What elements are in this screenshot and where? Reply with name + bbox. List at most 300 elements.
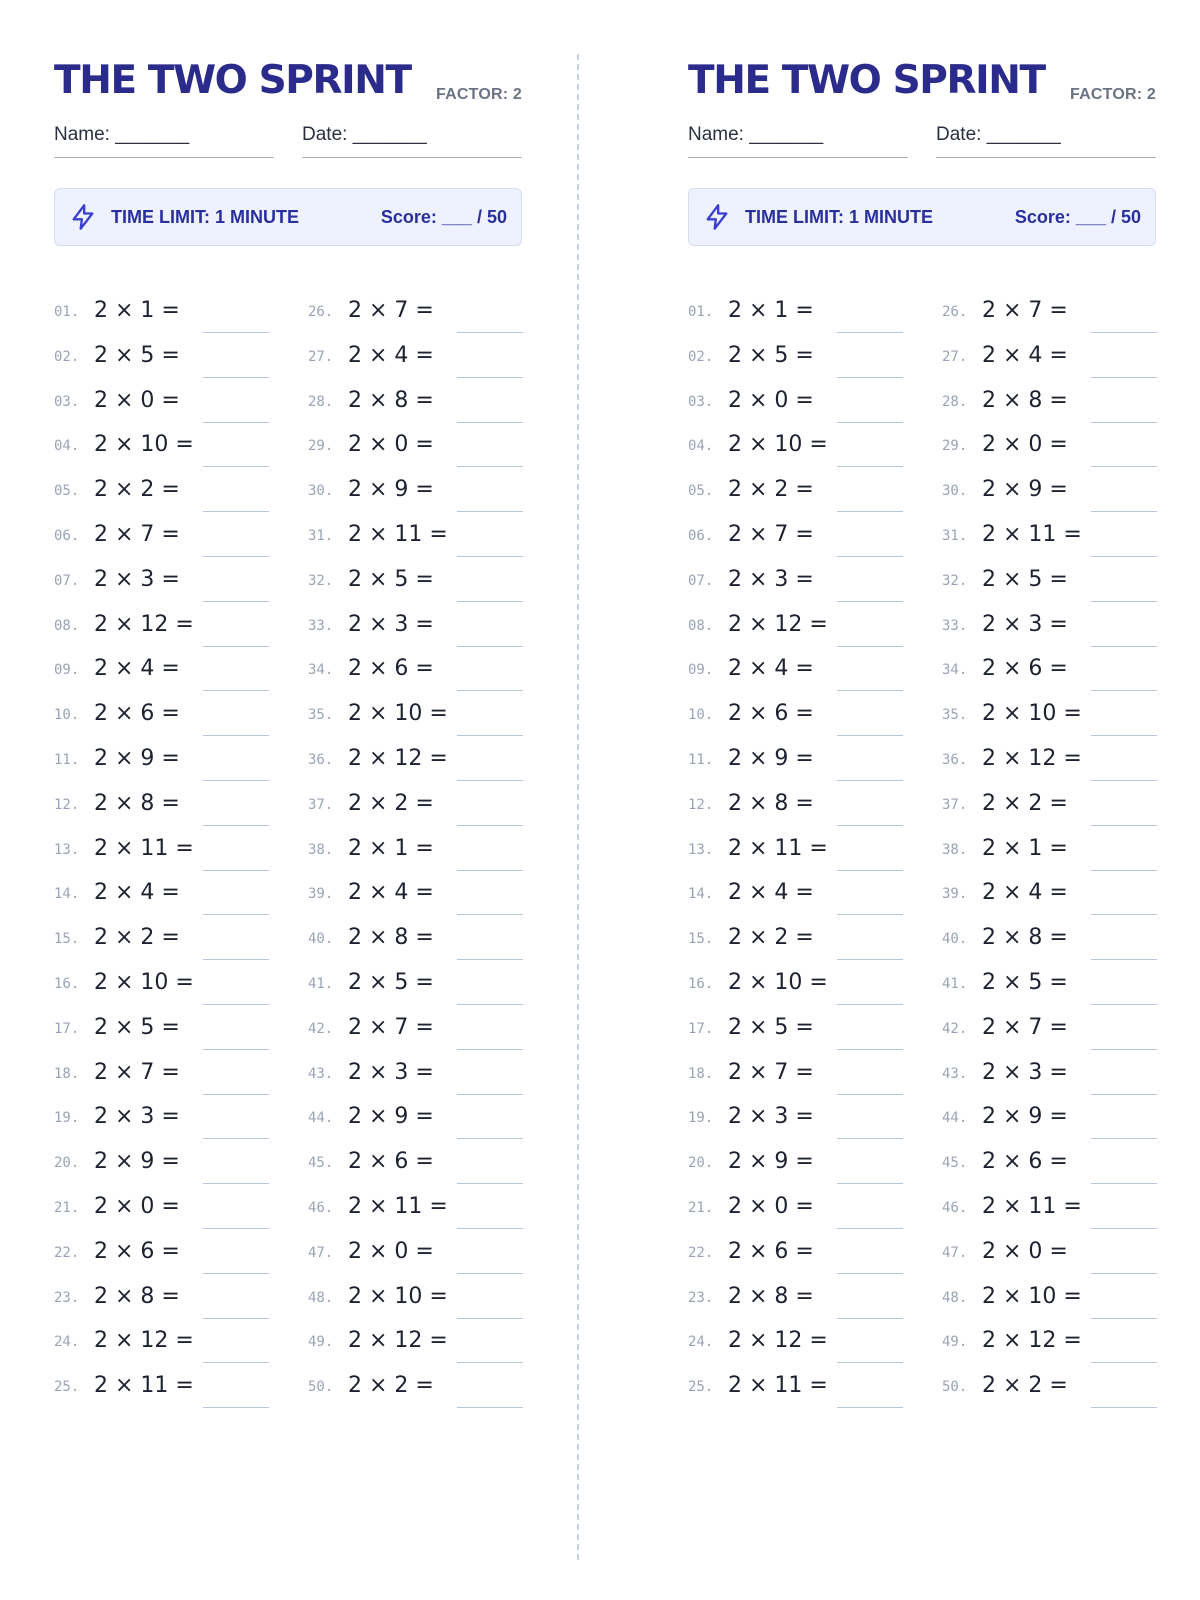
problem-number: 06. [688,527,714,544]
problem-row [308,1147,524,1192]
problem-row [942,1371,1158,1416]
answer-blank[interactable] [457,870,523,871]
problem-column-2 [942,296,1158,1416]
student-fields [688,122,1156,160]
problem-number: 50. [942,1379,968,1396]
answer-blank[interactable] [203,1004,269,1005]
problem-number: 38. [308,841,334,858]
problem-number: 21. [688,1199,714,1216]
answer-blank[interactable] [203,1273,269,1274]
problem-equation: 2 × 10 = [348,1283,448,1309]
answer-blank[interactable] [1091,825,1157,826]
answer-blank[interactable] [203,735,269,736]
problem-number: 35. [942,707,968,724]
problem-number: 23. [54,1289,80,1306]
answer-blank[interactable] [837,1183,903,1184]
answer-blank[interactable] [837,1004,903,1005]
answer-blank[interactable] [457,1318,523,1319]
answer-blank[interactable] [1091,780,1157,781]
problem-row [688,475,904,520]
problem-row [688,296,904,341]
problem-equation: 2 × 4 = [728,880,814,906]
header [54,58,522,104]
problem-equation: 2 × 0 = [728,387,814,413]
problem-row [942,565,1158,610]
answer-blank[interactable] [1091,735,1157,736]
answer-blank[interactable] [1091,556,1157,557]
problem-equation: 2 × 7 = [94,1059,180,1085]
problem-number: 03. [688,393,714,410]
problem-equation: 2 × 6 = [728,1238,814,1264]
problem-row [54,520,270,565]
problem-number: 44. [308,1110,334,1127]
problem-equation: 2 × 4 = [94,656,180,682]
problem-row [308,1013,524,1058]
answer-blank[interactable] [837,825,903,826]
problem-number: 37. [942,796,968,813]
answer-blank[interactable] [203,1049,269,1050]
problem-number: 46. [942,1199,968,1216]
problem-equation: 2 × 3 = [728,566,814,592]
problem-equation: 2 × 7 = [982,298,1068,323]
answer-blank[interactable] [1091,1183,1157,1184]
answer-blank[interactable] [203,870,269,871]
problem-number: 05. [688,483,714,500]
answer-blank[interactable] [1091,1362,1157,1363]
problem-equation: 2 × 5 = [982,566,1068,592]
answer-blank[interactable] [1091,466,1157,467]
answer-blank[interactable] [457,422,523,423]
problem-row [308,341,524,386]
problem-number: 43. [942,1065,968,1082]
answer-blank[interactable] [457,1049,523,1050]
problem-row [942,1326,1158,1371]
problem-row [308,1102,524,1147]
problem-equation: 2 × 9 = [348,477,434,503]
answer-blank[interactable] [203,825,269,826]
problem-number: 08. [54,617,80,634]
answer-blank[interactable] [1091,1228,1157,1229]
answer-blank[interactable] [457,1362,523,1363]
problem-equation: 2 × 4 = [982,342,1068,368]
problem-number: 25. [54,1379,80,1396]
answer-blank[interactable] [203,914,269,915]
problem-number: 20. [54,1155,80,1172]
answer-blank[interactable] [457,377,523,378]
problem-equation: 2 × 5 = [94,342,180,368]
answer-blank[interactable] [1091,914,1157,915]
problem-number: 34. [308,662,334,679]
problem-number: 11. [54,751,80,768]
answer-blank[interactable] [457,959,523,960]
answer-blank[interactable] [1091,1049,1157,1050]
answer-blank[interactable] [457,1407,523,1408]
problem-row [308,923,524,968]
problem-equation: 2 × 3 = [94,1104,180,1130]
problem-number: 42. [942,1020,968,1037]
answer-blank[interactable] [203,959,269,960]
answer-blank[interactable] [837,1138,903,1139]
problem-number: 25. [688,1379,714,1396]
problem-row [688,744,904,789]
answer-blank[interactable] [837,1228,903,1229]
answer-blank[interactable] [203,780,269,781]
header [688,58,1156,104]
answer-blank[interactable] [203,422,269,423]
answer-blank[interactable] [203,466,269,467]
problem-row [308,968,524,1013]
answer-blank[interactable] [1091,690,1157,691]
problem-equation: 2 × 3 = [982,1059,1068,1085]
answer-blank[interactable] [1091,1407,1157,1408]
problem-equation: 2 × 10 = [348,701,448,727]
problem-equation: 2 × 2 = [348,790,434,816]
problem-equation: 2 × 2 = [94,477,180,503]
problem-row [308,1326,524,1371]
answer-blank[interactable] [203,511,269,512]
answer-blank[interactable] [203,332,269,333]
problem-number: 16. [688,975,714,992]
problem-row [54,1192,270,1237]
problem-equation: 2 × 2 = [728,925,814,951]
date-field[interactable]: Date: _______ [936,122,1156,158]
answer-blank[interactable] [837,1049,903,1050]
problem-row [688,1192,904,1237]
problem-row [942,1013,1158,1058]
problem-equation: 2 × 8 = [982,925,1068,951]
problem-equation: 2 × 5 = [348,566,434,592]
problem-number: 21. [54,1199,80,1216]
problem-row [54,1147,270,1192]
answer-blank[interactable] [837,735,903,736]
problem-number: 28. [308,393,334,410]
answer-blank[interactable] [203,1138,269,1139]
answer-blank[interactable] [203,646,269,647]
problem-row [942,744,1158,789]
answer-blank[interactable] [457,601,523,602]
problem-number: 38. [942,841,968,858]
answer-blank[interactable] [1091,601,1157,602]
answer-blank[interactable] [837,1273,903,1274]
answer-blank[interactable] [837,780,903,781]
problem-number: 06. [54,527,80,544]
problem-row [54,1237,270,1282]
problem-row [308,654,524,699]
answer-blank[interactable] [457,825,523,826]
problem-row [688,1237,904,1282]
answer-blank[interactable] [837,422,903,423]
problem-equation: 2 × 5 = [728,1014,814,1040]
answer-blank[interactable] [1091,959,1157,960]
problem-number: 43. [308,1065,334,1082]
problem-equation: 2 × 3 = [348,611,434,637]
answer-blank[interactable] [203,1318,269,1319]
problem-number: 45. [308,1155,334,1172]
problem-number: 13. [54,841,80,858]
answer-blank[interactable] [837,332,903,333]
problem-number: 39. [308,886,334,903]
problem-number: 29. [308,438,334,455]
problem-row [308,430,524,475]
answer-blank[interactable] [1091,422,1157,423]
problem-row [308,386,524,431]
problem-equation: 2 × 1 = [348,835,434,861]
problem-row [54,923,270,968]
problem-equation: 2 × 8 = [348,387,434,413]
problem-number: 41. [942,975,968,992]
answer-blank[interactable] [203,1228,269,1229]
problem-equation: 2 × 0 = [982,1238,1068,1264]
problem-equation: 2 × 7 = [348,1014,434,1040]
problem-equation: 2 × 8 = [728,1283,814,1309]
problem-equation: 2 × 9 = [982,1104,1068,1130]
problem-equation: 2 × 3 = [94,566,180,592]
answer-blank[interactable] [457,1138,523,1139]
answer-blank[interactable] [1091,1318,1157,1319]
problem-equation: 2 × 9 = [94,1149,180,1175]
answer-blank[interactable] [457,466,523,467]
problem-row [942,923,1158,968]
problem-number: 04. [688,438,714,455]
problem-number: 30. [308,483,334,500]
problem-row [54,610,270,655]
answer-blank[interactable] [1091,511,1157,512]
factor-label: FACTOR: 2 [1070,86,1156,103]
problem-row [688,923,904,968]
problem-equation: 2 × 9 = [348,1104,434,1130]
problem-equation: 2 × 7 = [94,521,180,547]
problem-row [308,475,524,520]
problem-equation: 2 × 5 = [982,969,1068,995]
problem-equation: 2 × 11 = [728,1373,828,1399]
problem-row [942,386,1158,431]
answer-blank[interactable] [1091,1004,1157,1005]
problem-row [308,744,524,789]
date-field[interactable]: Date: _______ [302,122,522,158]
problem-number: 36. [942,751,968,768]
answer-blank[interactable] [837,1362,903,1363]
problem-row [54,1326,270,1371]
problem-equation: 2 × 7 = [728,1059,814,1085]
problem-number: 18. [688,1065,714,1082]
lightning-bolt-icon [69,203,97,231]
problem-row [688,834,904,879]
problem-number: 29. [942,438,968,455]
answer-blank[interactable] [837,1407,903,1408]
problem-equation: 2 × 0 = [94,1193,180,1219]
problem-number: 48. [942,1289,968,1306]
problem-number: 40. [308,931,334,948]
problem-equation: 2 × 10 = [982,701,1082,727]
answer-blank[interactable] [837,601,903,602]
problem-row [308,1058,524,1103]
problem-equation: 2 × 10 = [728,432,828,458]
problem-row [54,386,270,431]
answer-blank[interactable] [203,556,269,557]
problem-number: 32. [942,572,968,589]
problem-equation: 2 × 5 = [94,1014,180,1040]
problem-row [688,1102,904,1147]
problem-row [942,789,1158,834]
answer-blank[interactable] [457,914,523,915]
answer-blank[interactable] [837,959,903,960]
problem-row [688,1371,904,1416]
problem-column-1 [54,296,270,1416]
problem-equation: 2 × 12 = [982,1328,1082,1354]
problem-row [688,1147,904,1192]
answer-blank[interactable] [457,690,523,691]
problem-number: 41. [308,975,334,992]
problem-number: 11. [688,751,714,768]
problem-equation: 2 × 9 = [728,745,814,771]
answer-blank[interactable] [837,870,903,871]
answer-blank[interactable] [457,1183,523,1184]
problem-equation: 2 × 8 = [728,790,814,816]
problem-row [54,1282,270,1327]
problem-number: 42. [308,1020,334,1037]
problem-number: 04. [54,438,80,455]
problem-number: 47. [942,1244,968,1261]
problem-row [54,968,270,1013]
answer-blank[interactable] [1091,377,1157,378]
name-field[interactable]: Name: _______ [688,122,908,158]
problem-equation: 2 × 3 = [982,611,1068,637]
problem-row [54,341,270,386]
problem-equation: 2 × 6 = [728,701,814,727]
problem-row [942,834,1158,879]
problem-row [54,1371,270,1416]
answer-blank[interactable] [1091,332,1157,333]
problem-number: 26. [308,304,334,320]
problem-number: 30. [942,483,968,500]
problem-row [308,699,524,744]
problem-number: 49. [942,1334,968,1351]
problem-row [688,610,904,655]
problem-number: 14. [688,886,714,903]
problem-equation: 2 × 11 = [348,1193,448,1219]
problem-row [54,1013,270,1058]
problem-column-2 [308,296,524,1416]
worksheet-title: THE TWO SPRINT [688,58,1045,103]
problem-number: 07. [688,572,714,589]
problem-row [942,968,1158,1013]
problem-row [688,968,904,1013]
answer-blank[interactable] [457,1273,523,1274]
answer-blank[interactable] [837,646,903,647]
problem-equation: 2 × 4 = [94,880,180,906]
problem-equation: 2 × 12 = [728,611,828,637]
problem-equation: 2 × 2 = [982,790,1068,816]
time-limit-label: TIME LIMIT: 1 MINUTE [745,207,933,227]
problem-grid [688,296,1156,1416]
problem-row [308,1237,524,1282]
answer-blank[interactable] [457,1094,523,1095]
answer-blank[interactable] [203,1183,269,1184]
answer-blank[interactable] [1091,1273,1157,1274]
problem-equation: 2 × 0 = [94,387,180,413]
problem-grid [54,296,522,1416]
answer-blank[interactable] [203,1094,269,1095]
problem-row [308,610,524,655]
answer-blank[interactable] [457,1228,523,1229]
score-label: Score: ___ / 50 [1014,207,1141,227]
answer-blank[interactable] [457,332,523,333]
problem-equation: 2 × 4 = [982,880,1068,906]
name-field[interactable]: Name: _______ [54,122,274,158]
answer-blank[interactable] [1091,870,1157,871]
answer-blank[interactable] [457,511,523,512]
problem-row [688,520,904,565]
problem-row [54,699,270,744]
problem-row [54,1102,270,1147]
answer-blank[interactable] [457,646,523,647]
problem-equation: 2 × 12 = [982,745,1082,771]
answer-blank[interactable] [1091,1094,1157,1095]
answer-blank[interactable] [1091,1138,1157,1139]
problem-row [54,475,270,520]
problem-row [308,296,524,341]
answer-blank[interactable] [837,690,903,691]
problem-equation: 2 × 8 = [94,790,180,816]
problem-row [54,744,270,789]
answer-blank[interactable] [1091,646,1157,647]
answer-blank[interactable] [203,1362,269,1363]
problem-row [54,296,270,341]
problem-row [54,1058,270,1103]
problem-row [942,1192,1158,1237]
problem-number: 24. [54,1334,80,1351]
answer-blank[interactable] [457,735,523,736]
problem-equation: 2 × 7 = [728,521,814,547]
problem-equation: 2 × 12 = [728,1328,828,1354]
answer-blank[interactable] [837,914,903,915]
problem-row [688,1326,904,1371]
time-limit-label: TIME LIMIT: 1 MINUTE [111,207,299,227]
student-fields [54,122,522,160]
problem-number: 07. [54,572,80,589]
answer-blank[interactable] [203,601,269,602]
answer-blank[interactable] [837,1318,903,1319]
problem-row [688,565,904,610]
problem-row [688,654,904,699]
answer-blank[interactable] [837,466,903,467]
answer-blank[interactable] [457,780,523,781]
answer-blank[interactable] [203,690,269,691]
problem-number: 27. [308,348,334,365]
answer-blank[interactable] [457,1004,523,1005]
answer-blank[interactable] [837,556,903,557]
problem-equation: 2 × 6 = [348,656,434,682]
answer-blank[interactable] [457,556,523,557]
problem-equation: 2 × 12 = [348,745,448,771]
problem-number: 47. [308,1244,334,1261]
problem-number: 44. [942,1110,968,1127]
problem-equation: 2 × 10 = [94,432,194,458]
answer-blank[interactable] [203,1407,269,1408]
problem-number: 14. [54,886,80,903]
problem-number: 17. [54,1020,80,1037]
problem-number: 36. [308,751,334,768]
problem-number: 15. [688,931,714,948]
problem-row [942,1102,1158,1147]
time-limit-banner [688,188,1156,246]
problem-number: 26. [942,304,968,320]
problem-row [688,789,904,834]
answer-blank[interactable] [837,1094,903,1095]
answer-blank[interactable] [203,377,269,378]
answer-blank[interactable] [837,511,903,512]
answer-blank[interactable] [837,377,903,378]
